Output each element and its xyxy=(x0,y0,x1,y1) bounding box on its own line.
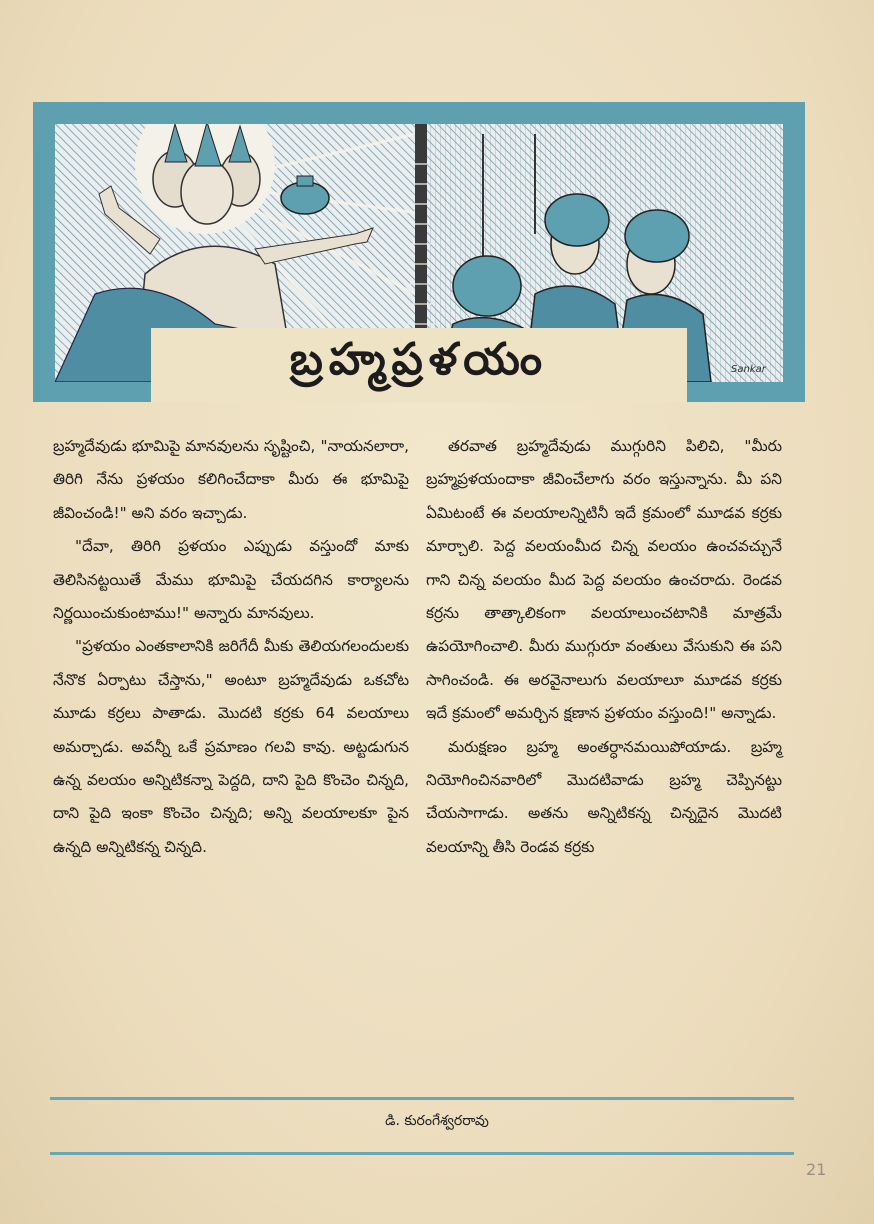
footer-rule-bottom xyxy=(50,1152,794,1155)
story-title: బ్రహ్మప్రళయం xyxy=(289,334,549,385)
page-number: 21 xyxy=(806,1160,827,1179)
paragraph: "దేవా, తిరిగి ప్రళయం ఎప్పుడు వస్తుందో మాకు తెలిసినట్టయితే మేము భూమిపై చేయదగిన కార్యాలను నిర్ణయించుకుంటాము!" అన్నారు మానవులు. xyxy=(53,537,409,623)
artist-signature: Sankar xyxy=(731,364,766,375)
left-column xyxy=(53,430,409,864)
paragraph: మరుక్షణం బ్రహ్మ అంతర్ధానమయిపోయాడు. బ్రహ్మ నియోగించినవారిలో మొదటివాడు బ్రహ్మ చెప్పినట్టు చేయసాగాడు. అతను అన్నిటికన్న చిన్నదైన మొదటి వలయాన్ని తీసి రెండవ కర్రకు xyxy=(426,737,782,856)
title-banner xyxy=(33,102,805,402)
title-panel xyxy=(151,328,687,402)
right-column xyxy=(426,430,782,864)
paragraph: తరవాత బ్రహ్మదేవుడు ముగ్గురిని పిలిచి, "మీరు బ్రహ్మప్రళయందాకా జీవించేలాగు వరం ఇస్తున్నాను. మీ పని ఏమిటంటే ఈ వలయాలన్నిటినీ ఇదే క్రమంలో మూడవ కర్రకు మార్చాలి. పెద్ద వలయంమీద చిన్న వలయం ఉంచవచ్చునే గాని చిన్న వలయం మీద పెద్ద వలయం ఉంచరాదు. రెండవ కర్రను తాత్కాలికంగా వలయాలుంచటానికి మాత్రమే ఉపయోగించాలి. మీరు ముగ్గురూ వంతులు వేసుకుని ఈ పని సాగించండి. ఈ అరవైనాలుగు వలయాలూ మూడవ కర్రకు ఇదే క్రమంలో అమర్చిన క్షణాన ప్రళయం వస్తుంది!" అన్నాడు. xyxy=(426,437,782,723)
footer-rule-top xyxy=(50,1097,794,1100)
author-credit: డి. కురంగేశ్వరరావు xyxy=(385,1113,489,1129)
paragraph: "ప్రళయం ఎంతకాలానికి జరిగేదీ మీకు తెలియగలందులకు నేనొక ఏర్పాటు చేస్తాను," అంటూ బ్రహ్మదేవుడు ఒకచోట మూడు కర్రలు పాతాడు. మొదటి కర్రకు 64 వలయాలు అమర్చాడు. అవన్నీ ఒకే ప్రమాణం గలవి కావు. అట్టడుగున ఉన్న వలయం అన్నిటికన్నా పెద్దది, దాని పైది కొంచెం చిన్నది, దాని పైది ఇంకా కొంచెం చిన్నది; అన్ని వలయాలకూ పైన ఉన్నది అన్నిటికన్న చిన్నది. xyxy=(53,637,409,856)
paragraph: బ్రహ్మదేవుడు భూమిపై మానవులను సృష్టించి, "నాయనలారా, తిరిగి నేను ప్రళయం కలిగించేదాకా మీరు ఈ భూమిపై జీవించండి!" అని వరం ఇచ్చాడు. xyxy=(53,437,409,522)
